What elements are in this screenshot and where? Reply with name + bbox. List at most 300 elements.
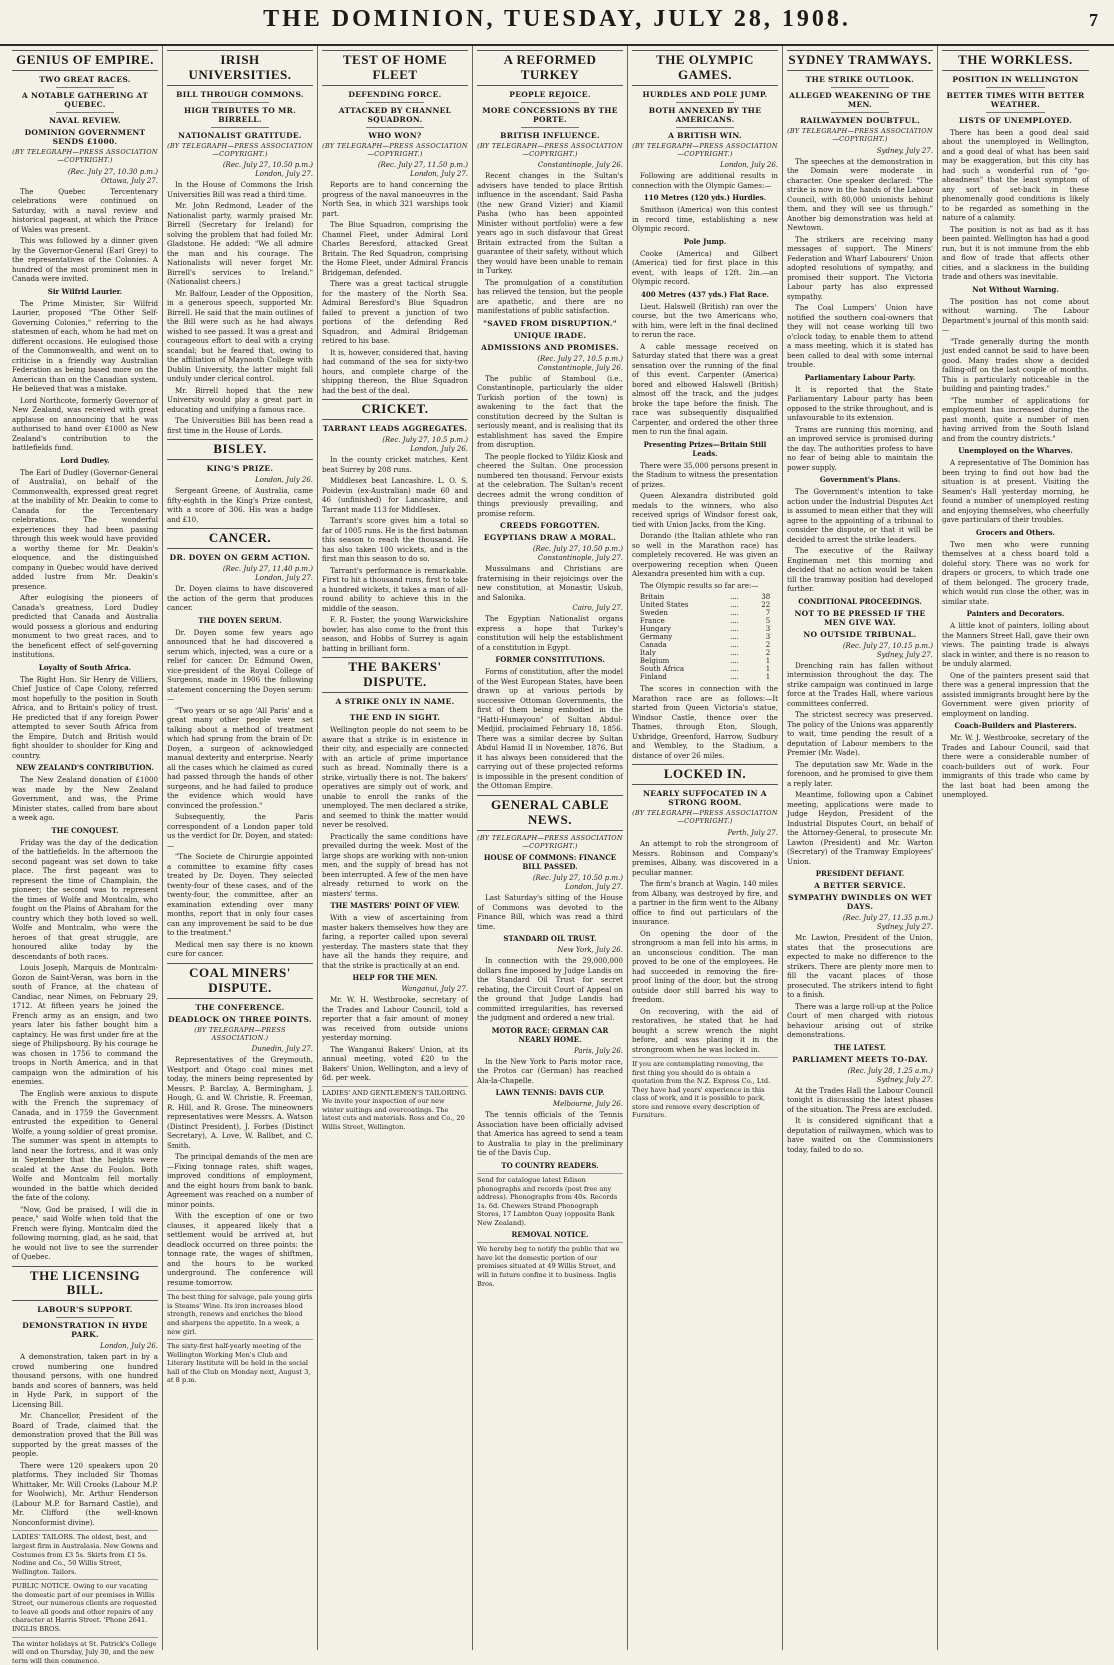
leader-dots: .... — [729, 657, 739, 666]
credit-line: (BY TELEGRAPH—PRESS ASSOCIATION.) — [194, 1025, 286, 1042]
section-caption: CONDITIONAL PROCEEDINGS. — [798, 596, 922, 606]
column-6 — [783, 46, 938, 1650]
rule — [521, 102, 579, 103]
rule — [211, 127, 269, 128]
headline: COAL MINERS' DISPUTE. — [167, 963, 313, 999]
paragraph: Lieut. Halswell (British) ran over the course, but the two Americans who, with him, were left in the final declined to rerun the race. — [632, 301, 778, 340]
headline: IRISH UNIVERSITIES. — [167, 50, 313, 86]
dateline: (Rec. July 27, 11.40 p.m.) — [222, 565, 313, 574]
section-caption: NEW ZEALAND'S CONTRIBUTION. — [16, 763, 154, 773]
nation-points: 3 — [765, 633, 771, 642]
paragraph: The Government's intention to take action under the Industrial Disputes Act is assumed to mean either that they will agree to the appointing of a tribunal to consider the dispute, or that it will be decided to arrest the strike leaders. — [787, 487, 933, 544]
subheading: ALLEGED WEAKENING OF THE MEN. — [789, 90, 931, 109]
subheading: CREEDS FORGOTTEN. — [500, 521, 600, 531]
paragraph: In connection with the 29,000,000 dollars fine imposed by Judge Landis on the Standard Oil Trust for secret rebating, the Circuit Court of Appeal on the ground that Judge Landis had committed irregularities, has reversed the judgment and ordered a new trial. — [477, 956, 623, 1023]
paragraph: The scores in connection with the Marathon race are as follows:—It started from Queen Victoria's statue, Windsor Castle, thence over the Thames, through Eton, Slough, Uxbridge, Greenford, Harrow, Sudbury and Wembley, to the Stadium, a distance of over 26 miles. — [632, 684, 778, 760]
leader-dots: .... — [729, 593, 739, 602]
section-caption: HELP FOR THE MEN. — [352, 973, 438, 983]
paragraph: One of the painters present said that there was a general impression that the assisted immigrants brought here by the Government were given priority of employment on landing. — [942, 670, 1089, 718]
paragraph: There were 120 speakers upon 20 platforms. They included Sir Thomas Whittaker, Mr. Will Crooks (Labour M.P. for Woolwich), Mr. Arthur Henderson (Labour M.P. for Barnard Castle), and Mr. Clifford (the well-known Nonconformist divine). — [12, 1460, 158, 1527]
headline: THE LICENSING BILL. — [12, 1266, 158, 1302]
paragraph: A representative of The Dominion has been trying to find out how bad the situation is at present. Visiting the Seamen's Hall yesterday morning, he found a number of unemployed resting and enjoying themselves, who cheerfully gave particulars of their troubles. — [942, 458, 1089, 525]
headline: GENIUS OF EMPIRE. — [12, 50, 158, 71]
section-caption: Loyalty of South Africa. — [38, 662, 132, 672]
subheading: DR. DOYEN ON GERM ACTION. — [169, 553, 311, 563]
section-caption: TO COUNTRY READERS. — [501, 1160, 599, 1170]
paragraph: An attempt to rob the strongroom of Messrs. Robinson and Company's premises, Albany, was discovered in a peculiar manner. — [632, 839, 778, 877]
paragraph: The position is not as bad as it has been painted. Wellington has had a good run, but it is not immune from the ebb and flow of trade that affects other cities, and a slackness in the building trade and others was inevitable. — [942, 224, 1089, 282]
subheading: TARRANT LEADS AGGREGATES. — [322, 424, 468, 434]
results-row — [638, 649, 772, 657]
paragraph: The executive of the Railway Engineman met this morning and decided that no action would be taken till the tramway position had developed further. — [787, 546, 933, 594]
paragraph: The deputation saw Mr. Wade in the forenoon, and he promised to give them a reply later. — [787, 759, 933, 788]
paragraph: There was a great tactical struggle for the mastery of the North Sea. Admiral Beresford's Blue Squadron failed to prevent a junction of two portions of the defending Red Squadron, and Admiral Bridgeman retired to his base. — [322, 279, 468, 346]
dateline: London, July 27. — [565, 883, 623, 892]
subheading: NOT TO BE PRESSED IF THE MEN GIVE WAY. — [794, 608, 926, 627]
subheading: PEOPLE REJOICE. — [509, 89, 591, 99]
column-4 — [473, 46, 628, 1650]
paragraph: The principal demands of the men are—Fixing tonnage rates, shift wages, improved conditions of employment, and the eight hours from bank to bank. Agreement was reached on a number of minor points. — [167, 1152, 313, 1209]
section-caption: THE MASTERS' POINT OF VIEW. — [330, 901, 460, 911]
subheading: HIGH TRIBUTES TO MR. BIRRELL. — [183, 105, 297, 124]
headline: CANCER. — [167, 528, 313, 549]
column-7 — [938, 46, 1093, 1650]
section-caption: 400 Metres (437 yds.) Flat Race. — [641, 289, 769, 299]
paragraph: In the New York to Paris motor race, the Protos car (German) has reached Ala-la-Chapelle. — [477, 1056, 623, 1085]
paragraph: "The Societe de Chirurgie appointed a committee to examine fifty cases treated by Dr. Doyen. They selected twenty-four of these cases, and of the twenty-four, the committee, after an examination extending over many months, report that in only four cases can any improvement be said to be due to the treatment." — [167, 852, 313, 938]
dateline: London, July 27. — [255, 170, 313, 179]
paragraph: Friday was the day of the dedication of the battlefields. In the afternoon the second pageant was set down to take place. The first pageant was to represent the time of Champlain, the pioneer; the second was to represent the times of Wolfe and Montcalm, who fought on the Plains of Abraham for the country which they both loved so well. Wolfe and Montcalm, who were the heroes of that great struggle, are honoured alike today by the descendants of both races. — [12, 837, 158, 961]
dateline: Wanganui, July 27. — [401, 985, 468, 994]
paragraph: Dr. Doyen claims to have discovered the action of the germ that produces cancer. — [167, 584, 313, 613]
rule — [366, 709, 424, 710]
headline: TEST OF HOME FLEET — [322, 50, 468, 86]
rule — [831, 112, 889, 113]
paragraph: The New Zealand donation of £1000 was made by the New Zealand Government, and was, the Prime Minister states, called from bare about a week ago. — [12, 775, 158, 823]
advertisement: The sixty-first half-yearly meeting of the Wellington Working Men's Club and Literary Institute will be held in the social hall of the Club on Monday next, August 3, at 8 p.m. — [167, 1339, 313, 1385]
rule — [521, 127, 579, 128]
nation-points: 38 — [761, 593, 771, 602]
dateline: Constantinople, July 26. — [537, 161, 623, 170]
paragraph: The Earl of Dudley (Governor-General of Australia), on behalf of the Commonwealth, expressed great regret at the inability of Mr. Deakin to come to Canada for the Tercentenary celebrations. The wonderful experiences they had been passing through this week would have provided a worthy theme for Mr. Deakin's eloquence, and the distinguished company in Quebec would have derived added lustre from Mr. Deakin's presence. — [12, 467, 158, 591]
paragraph: With the exception of one or two clauses, it appeared likely that a settlement would be arrived at, but deadlock occurred on three points: the tonnage rate, the wages of shiftmen, and the hours to be worked underground. The conference will resume tomorrow. — [167, 1211, 313, 1287]
section-caption: Painters and Decorators. — [966, 609, 1065, 619]
advertisement: We hereby beg to notify the public that we have let the domestic portion of our premises situated at 49 Willis Street, and will in future confine it to business. Inglis Bros. — [477, 1242, 623, 1288]
rule — [56, 1317, 114, 1318]
dateline: Melbourne, July 26. — [552, 1100, 623, 1109]
paragraph: The speeches at the demonstration in the Domain were moderate in character. One speaker declared: "The strike is now in the hands of the Labour Council, with 80,000 unionists behind them, and they will see us through." Another big demonstration was held at Newtown. — [787, 156, 933, 233]
credit-line: (BY TELEGRAPH—PRESS ASSOCIATION—COPYRIGHT.) — [477, 141, 623, 158]
subheading: "SAVED FROM DISRUPTION." — [483, 318, 617, 328]
section-caption: THE CONQUEST. — [51, 825, 119, 835]
results-row — [638, 657, 772, 665]
section-caption: PRESIDENT DEFIANT. — [815, 869, 905, 879]
subheading: A STRIKE ONLY IN NAME. — [335, 697, 455, 707]
paragraph: Mr. Lawton, President of the Union, states that the prosecutions are expected to make no difference to the strikers. There are plenty more men to fill the vacant places of those prosecuted. The strikers intend to fight to a finish. — [787, 933, 933, 1000]
headline: CRICKET. — [322, 399, 468, 420]
nation-points: 1 — [765, 673, 771, 682]
paragraph: Mr. John Redmond, Leader of the Nationalist party, warmly praised Mr. Birrell (Secretary for Ireland) for solving the problem that had foiled Mr. Gladstone. He added: "We all admire the man and his courage. The Nationalists will never forget Mr. Birrell's services to Ireland." (Nationalist cheers.) — [167, 201, 313, 287]
leader-dots: .... — [729, 617, 739, 626]
section-caption: Lord Dudley. — [60, 455, 110, 465]
paragraph: A cable message received on Saturday stated that there was a great sensation over the running of the final of this event. Carpenter (America) bored and elbowed Halswell (British) almost off the track, and the judges broke the tape before the finish. The race was subsequently disqualified Carpenter, and ordered the other three men to run the final again. — [632, 341, 778, 437]
subheading: MORE CONCESSIONS BY THE PORTE. — [482, 105, 618, 124]
rule — [211, 102, 269, 103]
section-caption: THE LATEST. — [834, 1042, 886, 1052]
rule — [676, 102, 734, 103]
results-row — [638, 641, 772, 649]
credit-line: (BY TELEGRAPH—PRESS ASSOCIATION—COPYRIGHT.) — [787, 126, 933, 143]
subheading: BILL THROUGH COMMONS. — [176, 89, 304, 99]
paragraph: "Trade generally during the month just ended cannot be said to have been good. Many trades show a decided falling-off on the last couple of months. This is particularly noticeable in the building and painting trades." — [942, 336, 1089, 394]
headline: THE BAKERS' DISPUTE. — [322, 657, 468, 693]
paragraph: Lord Northcote, formerly Governor of New Zealand, was received with great applause on announcing that he was authorised to hand over £1000 as New Zealand's contribution to the battlefields fund. — [12, 395, 158, 453]
paragraph: The Blue Squadron, comprising the Channel Fleet, under Admiral Lord Charles Beresford, attacked Great Britain. The Red Squadron, comprising the Home Fleet, under Admiral Francis Bridgeman, defended. — [322, 220, 468, 277]
olympic-results-table — [638, 593, 772, 681]
paragraph: The strictest secrecy was preserved. The policy of the Unions was apparently to wait, time pending the result of a deputation of Labour members to the Premier (Mr. Wade). — [787, 710, 933, 758]
advertisement: The best thing for salvage, pale young girls is Steams' Wine. Its iron increases blood strength, renews and enriches the blood and sharpens the appetite. In a week, a new girl. — [167, 1290, 313, 1336]
paragraph: Meantime, following upon a Cabinet meeting, applications were made to Judge Heydon, President of the Industrial Disputes Court, on behalf of the Attorney-General, to prosecute Mr. Lawton (President) and Mr. Warton (Secretary) of the Tramway Employees' Union. — [787, 790, 933, 866]
results-row — [638, 593, 772, 601]
section-caption: Sir Wilfrid Laurier. — [47, 286, 123, 296]
section-caption: Parliamentary Labour Party. — [804, 372, 916, 382]
advertisement: The winter holidays at St. Patrick's College will end on Thursday, July 30, and the new term will then commence. — [12, 1637, 158, 1665]
subheading: WHO WON? — [368, 130, 422, 140]
dateline: (Rec. July 28, 1.25 a.m.) — [847, 1066, 933, 1075]
subheading: RAILWAYMEN DOUBTFUL. — [800, 115, 920, 125]
section-caption: HOUSE OF COMMONS: FINANCE BILL PASSED. — [483, 853, 617, 872]
rule — [986, 87, 1045, 88]
dateline: Constantinople, July 27. — [537, 554, 623, 563]
results-row — [638, 609, 772, 617]
paragraph: Dr. Doyen some few years ago announced that he had discovered a serum which, injected, was a cure or a relief for cancer. Dr. Edmund Owen, vice-president of the Royal College of Surgeons, made in 1906 the following statement concerning the Doyen serum:— — [167, 627, 313, 704]
subheading: BOTH ANNEXED BY THE AMERICANS. — [648, 105, 762, 124]
subheading: NATIONALIST GRATITUDE. — [178, 130, 302, 140]
nation-name: France — [639, 617, 665, 626]
paragraph: The Olympic results so far are:— — [640, 580, 759, 590]
column-3 — [318, 46, 473, 1650]
subheading: LABOUR'S SUPPORT. — [37, 1305, 133, 1315]
section-caption: Unemployed on the Wharves. — [958, 446, 1073, 456]
leader-dots: .... — [729, 609, 739, 618]
paragraph: "The number of applications for employment has increased during the past month, quite a number of men having arrived from the South Island and from the country districts." — [942, 395, 1089, 443]
paragraph: Forms of constitution, after the model of the West European States, have been drawn up at various periods by successive Ottoman Governments, the first of them being embodied in the "Hatti-Humayoun" of Sultan Abdul-Medjid, proclaimed February 18, 1856. There was a similar decree by Sultan Abdul Hamid II in November, 1876. But it has always been considered that the carrying out of these projected reforms is impossible in the present condition of the Ottoman Empire. — [477, 667, 623, 791]
section-caption: Grocers and Others. — [975, 527, 1055, 537]
paragraph: The people flocked to Yildiz Kiosk and cheered the Sultan. One procession numbered ten thousand. Fervour exists at the celebration. The Sultan's recent decrees admit the wrong condition of things previously prevailing, and promise reform. — [477, 451, 623, 518]
paragraph: The Coal Lumpers' Union have notified the southern coal-owners that they will not cease working till two o'clock today, to enable them to attend a mass meeting, which it is stated has been called to deal with some internal trouble. — [787, 303, 933, 370]
dateline: Ottawa, July 27. — [100, 176, 158, 185]
subheading: THE STRIKE OUTLOOK. — [805, 74, 915, 84]
rule — [366, 102, 424, 103]
subheading: SYMPATHY DWINDLES ON WET DAYS. — [788, 893, 932, 912]
paragraph: Sergeant Greene, of Australia, came fifty-eighth in the King's Prize contest, with a score of 306. His was a badge and £10. — [167, 486, 313, 524]
subheading: LISTS OF UNEMPLOYED. — [958, 115, 1073, 125]
paragraph: Cooke (America) and Gilbert (America) tied for first place in this event, with leaps of 12ft. 2in.—an Olympic record. — [632, 248, 778, 287]
paragraph: The Quebec Tercentenary celebrations were continued on Saturday, with a naval review and historical pageant, at which the Prince of Wales was present. — [12, 186, 158, 234]
leader-dots: .... — [729, 665, 739, 674]
paragraph: It is considered significant that a deputation of railwaymen, which was to have waited on the Commissioners today, failed to do so. — [787, 1116, 933, 1154]
dateline: London, July 26. — [720, 161, 778, 170]
headline: SYDNEY TRAMWAYS. — [787, 50, 933, 71]
subheading: DOMINION GOVERNMENT SENDS £1000. — [24, 127, 146, 146]
paragraph: Following are additional results in connection with the Olympic Games:— — [632, 171, 778, 190]
paragraph: It is, however, considered that, having had command of the sea for sixty-two hours, and complete charge of the shipping thereon, the Blue Squadron had the best of the deal. — [322, 347, 468, 395]
section-caption: Coach-Builders and Plasterers. — [954, 721, 1077, 731]
nation-name: United States — [639, 601, 689, 610]
dateline: (Rec. July 27, 11.35 p.m.) — [842, 914, 933, 923]
nation-points: 1 — [765, 665, 771, 674]
dateline: London, July 27. — [410, 170, 468, 179]
paragraph: Mr. Chancellor, President of the Board of Trade, claimed that the demonstration proved that the Bill was supported by the great masses of the people. — [12, 1411, 158, 1459]
paragraph: "Two years or so ago 'All Paris' and a great many other people were set talking about a method of treatment which had sprung from the brain of Dr. Doyen, a surgeon of acknowledged manual dexterity and enterprise. Nearly all the cases which he claimed as cured had passed through the hands of other surgeons, and he had failed to produce the evidence which would have convinced the profession." — [167, 705, 313, 810]
dateline: (Rec. July 27, 11.50 p.m.) — [377, 161, 468, 170]
paragraph: Subsequently, the Paris correspondent of a London paper told us the verdict for Dr. Doyen, and stated:— — [167, 812, 313, 850]
nation-points: 7 — [765, 609, 771, 618]
headline: GENERAL CABLE NEWS. — [477, 795, 623, 831]
page-number: 7 — [1089, 10, 1098, 30]
paragraph: The Universities Bill has been read a first time in the House of Lords. — [167, 416, 313, 435]
nation-name: South Africa — [639, 665, 685, 674]
column-2 — [163, 46, 318, 1650]
subheading: DEFENDING FORCE. — [348, 89, 442, 99]
dateline: Paris, July 26. — [573, 1046, 623, 1055]
nation-name: Britain — [639, 593, 665, 602]
subheading: POSITION IN WELLINGTON — [952, 74, 1079, 84]
section-caption: LAWN TENNIS: DAVIS CUP. — [495, 1088, 605, 1098]
paragraph: In the county cricket matches, Kent beat Surrey by 208 runs. — [322, 455, 468, 474]
dateline: Sydney, July 27. — [876, 923, 933, 932]
column-1 — [8, 46, 163, 1665]
paragraph: Representatives of the Greymouth, Westport and Otago coal mines met today, the miners being represented by Messrs. P. Barclay, A. Bermingham, J. Hough, G. and W. Christie, R. Freeman, R. Hill, and R. Grose. The mineowners representatives were Messrs. A. Watson (Distinct President), J. Forbes (Distinct Secretary), A. Love, W. Ballbet, and C. Smith. — [167, 1055, 313, 1150]
dateline: Constantinople, July 26. — [537, 363, 623, 372]
leader-dots: .... — [729, 641, 739, 650]
section-caption: THE DOYEN SERUM. — [198, 615, 282, 625]
paragraph: The public of Stamboul (i.e., Constantinople, particularly the older Turkish portion of the town) is awakening to the fact that the constitution decreed by the Sultan is seriously meant, and is realising that its establishment has saved the Empire from disruption. — [477, 373, 623, 450]
rule — [831, 87, 889, 88]
nation-points: 2 — [765, 649, 771, 658]
nation-points: 1 — [765, 657, 771, 666]
rule — [676, 127, 734, 128]
paragraph: There were 35,000 persons present in the Stadium to witness the presentation of prizes. — [632, 460, 778, 489]
paragraph: Drenching rain has fallen without intermission throughout the day. The strike campaign was continued in large force at the Trades Hall, where various committees conferred. — [787, 660, 933, 708]
dateline: Sydney, July 27. — [876, 650, 933, 659]
rule — [56, 112, 114, 113]
paragraph: The position has not come about without warning. The Labour Department's journal of this month said:— — [942, 296, 1089, 335]
subheading: THE END IN SIGHT. — [349, 713, 441, 723]
paragraph: Louis Joseph, Marquis de Montcalm-Gozon de Saint-Veran, was born in the south of France, at the chateau of Candiac, near Nimes, on February 29, 1712. At fifteen years he joined the French army as an ensign, and two years later his father bought him a captaincy. He was first under fire at the siege of Philipsbourg. By his courage he was chosen in 1756 to command the troops in North America, and in that campaign won the admiration of his enemies. — [12, 963, 158, 1087]
subheading: DEMONSTRATION IN HYDE PARK. — [22, 1321, 148, 1340]
leader-dots: .... — [729, 625, 739, 634]
advertisement: LADIES' TAILORS. The oldest, best, and largest firm in Australasia. New Gowns and Costumes from £3 5s. Skirts from £1 5s. Nodine and Co., 50 Willis Street, Wellington. Tailors. — [12, 1530, 158, 1576]
nation-name: Hungary — [639, 625, 671, 634]
paragraph: Practically the same conditions have prevailed during the week. Most of the large shops are working with non-union men, and the supply of bread has not been interrupted. A few of the men have already returned to work on the masters' terms. — [322, 831, 468, 898]
advertisement: Send for catalogue latest Edison phonographs and records (post free any address). Phonographs from 40s. Records 1s. 6d. Chewers Strand Phonograph Stores, 17 Lambton Quay (opposite Bank New Zealand). — [477, 1173, 623, 1227]
credit-line: (BY TELEGRAPH—PRESS ASSOCIATION—COPYRIGHT.) — [12, 147, 158, 164]
subheading: DEADLOCK ON THREE POINTS. — [168, 1014, 312, 1024]
rule — [366, 127, 424, 128]
subheading: NAVAL REVIEW. — [49, 115, 121, 125]
section-caption: MOTOR RACE: GERMAN CAR NEARLY HOME. — [491, 1025, 609, 1044]
paragraph: Recent changes in the Sultan's advisers have tended to place British influence in the ascendant. Said Pasha (the new Grand Vizier) and Kiamil Pasha (who has been appointed Minister without portfolio) were a few years ago in such disfavour that Great Britain extracted from the Sultan a guarantee of their safety, without which they would have been unable to remain in Turkey. — [477, 171, 623, 276]
paragraph: A demonstration, taken part in by a crowd numbering one hundred thousand persons, with one hundred bands and scores of banners, was held in Hyde Park, in support of the Licensing Bill. — [12, 1352, 158, 1409]
paragraph: Two men who were running themselves at a chess board told a doleful story. There was no work for drapers or grocers, to which trade one of them belonged. The grocery trade, which would run close the other, was in similar state. — [942, 539, 1089, 606]
subheading: A BRITISH WIN. — [668, 130, 742, 140]
paragraph: On opening the door of the strongroom a man fell into his arms, in an unconscious condition. The man proved to be one of the employees. He had succeeded in removing the fire-proof lining of the door, but the strong outside door still barred his way to freedom. — [632, 928, 778, 1004]
nation-points: 5 — [765, 617, 771, 626]
section-caption: 110 Metres (120 yds.) Hurdles. — [643, 193, 767, 203]
paragraph: Dorando (the Italian athlete who ran so well in the Marathon race) has completely recovered. He was given an overpowering reception when Queen Alexandra presented him with a cup. — [632, 531, 778, 579]
paragraph: The English were anxious to dispute with the French the supremacy of Canada, and in 1759 the Government entrusted the expedition to General Wolfe, a young soldier of great promise. The summer was spent in attempts to land near the fortress, and it was only in September that the heights were scaled at the Anse du Foulon. Both Wolfe and Montcalm fell mortally wounded in the battle which decided the fate of the colony. — [12, 1088, 158, 1203]
paragraph: Trams are running this morning, and an improved service is promised during the day. The authorities profess to have no fear of being able to maintain the power supply. — [787, 424, 933, 472]
subheading: KING'S PRIZE. — [206, 464, 274, 474]
subheading: PARLIAMENT MEETS TO-DAY. — [792, 1054, 928, 1064]
leader-dots: .... — [729, 633, 739, 642]
dateline: New York, July 26. — [557, 946, 623, 955]
dateline: Sydney, July 27. — [876, 1075, 933, 1084]
nation-name: Finland — [639, 673, 667, 682]
dateline: (Rec. July 27, 10.50 p.m.) — [532, 874, 623, 883]
results-row — [638, 673, 772, 681]
credit-line: (BY TELEGRAPH—PRESS ASSOCIATION—COPYRIGHT.) — [632, 809, 778, 826]
paragraph: The Prime Minister, Sir Wilfrid Laurier, proposed "The Other Self-Governing Colonies," referring to the statesmen of each, whom he had met on different occasions. He eulogised those of the Commonwealth, and went on to criticise in a friendly way Australian Federation as being based more on the American than on the Canadian system. He believed that was a mistake. — [12, 298, 158, 394]
paragraph: Mr. W. J. Westbrooke, secretary of the Trades and Labour Council, said that there were a considerable number of coach-builders out of work. Four immigrants of this trade who came by the last boat had been among the unemployed. — [942, 733, 1089, 800]
paragraph: The Egyptian Nationalist organs express a hope that Turkey's constitution will help the establishment of a constitution in Egypt. — [477, 614, 623, 652]
dateline: Dunedin, July 27. — [251, 1045, 313, 1054]
nation-name: Germany — [639, 633, 673, 642]
dateline: London, July 26. — [255, 476, 313, 485]
dateline: London, July 27. — [255, 574, 313, 583]
dateline: (Rec. July 27, 10.50 p.m.) — [222, 161, 313, 170]
dateline: Sydney, July 27. — [876, 146, 933, 155]
section-caption: STANDARD OIL TRUST. — [503, 934, 597, 944]
nation-points: 22 — [761, 601, 771, 610]
headline: THE OLYMPIC GAMES. — [632, 50, 778, 86]
nation-name: Sweden — [639, 609, 668, 618]
subheading: BETTER TIMES WITH BETTER WEATHER. — [946, 90, 1085, 109]
paragraph: With a view of ascertaining from master bakers themselves how they are faring, a reporter called upon several yesterday. The masters state that they have all the hands they require, and that the strike is practically at an end. — [322, 913, 468, 970]
paragraph: The tennis officials of the Tennis Association have been officially advised that America has agreed to send a team to Australia to play in the preliminary tie of the Davis Cup. — [477, 1110, 623, 1158]
headline: BISLEY. — [167, 439, 313, 460]
subheading: EGYPTIANS DRAW A MORAL. — [483, 533, 617, 543]
headline: LOCKED IN. — [632, 764, 778, 785]
paragraph: Mr. Balfour, Leader of the Opposition, in a generous speech, supported Mr. Birrell. He said that the main outlines of the Bill were such as he had always wished to see passed. It was a great and courageous effort to deal with a crying scandal; but he feared that, owing to the affiliation of Maynooth College with Dublin University, the latter might fall unduly under clerical control. — [167, 288, 313, 384]
paragraph: Tarrant's performance is remarkable. First to hit a thousand runs, first to take a hundred wickets, it takes a man of all-round ability to achieve this in the middle of the season. — [322, 565, 468, 613]
paragraph: Mr. W. H. Westbrooke, secretary of the Trades and Labour Council, told a reporter that a fair amount of money was received from outside unions yesterday morning. — [322, 995, 468, 1043]
dateline: Cairo, July 27. — [572, 604, 623, 613]
paragraph: Middlesex beat Lancashire. L. O. S. Poidevin (ex-Australian) made 60 and 46 (unfinished) for Lancashire, and Tarrant made 113 for Middlesex. — [322, 476, 468, 514]
section-caption: Presenting Prizes—Britain Still Leads. — [643, 439, 767, 458]
results-row — [638, 625, 772, 633]
credit-line: (BY TELEGRAPH—PRESS ASSOCIATION—COPYRIGHT.) — [632, 141, 778, 158]
paragraph: The firm's branch at Wagin, 140 miles from Albany, was destroyed by fire, and a partner in the firm went to the Albany office to find out particulars of the insurance. — [632, 879, 778, 926]
headline: A REFORMED TURKEY — [477, 50, 623, 86]
paragraph: Wellington people do not seem to be aware that a strike is in existence in their city, and especially are connected with an article of prime importance such as bread. Nominally there is a strike, virtually there is not. The bakers' operatives are simply out of work, and unable to enroll the ranks of the unemployed. The men declared a strike, and seemed to think the matter would never be resolved. — [322, 725, 468, 830]
subheading: ATTACKED BY CHANNEL SQUADRON. — [338, 105, 452, 124]
subheading: NO OUTSIDE TRIBUNAL. — [803, 629, 917, 639]
subheading: UNIQUE IRADE. — [513, 330, 587, 340]
paragraph: Reports are to hand concerning the progress of the naval manoeuvres in the North Sea, in which 321 warships took part. — [322, 180, 468, 218]
paragraph: "Now, God be praised, I will die in peace," said Wolfe when told that the French were flying. Montcalm died the following morning, glad, as he said, that he would not live to see the surrender of Quebec. — [12, 1204, 158, 1262]
paragraph: Smithson (America) won this contest in record time, establishing a new Olympic record. — [632, 205, 778, 234]
paragraph: The strikers are receiving many messages of support. The Miners' Federation and Wharf Labourers' Union adopted resolutions of sympathy, and promised their support. The Victoria Labour party has also expressed sympathy. — [787, 234, 933, 301]
dateline: London, July 26. — [410, 445, 468, 454]
credit-line: (BY TELEGRAPH—PRESS ASSOCIATION—COPYRIGHT.) — [322, 141, 468, 158]
section-caption: Government's Plans. — [819, 475, 901, 485]
paragraph: A little knot of painters, lolling about the Manners Street Hall, gave their own views. The painting trade is always slack in winter, and there is no reason to be unduly alarmed. — [942, 621, 1089, 669]
section-caption: REMOVAL NOTICE. — [511, 1230, 589, 1240]
paragraph: Queen Alexandra distributed gold medals to the winners, who also received sprigs of Windsor forest oak, tied with Union Jacks, from the King. — [632, 491, 778, 529]
subheading: ADMISSIONS AND PROMISES. — [481, 342, 619, 352]
leader-dots: .... — [729, 673, 739, 682]
section-caption: FORMER CONSTITUTIONS. — [495, 655, 605, 665]
results-row — [638, 665, 772, 673]
newspaper-title: THE DOMINION, TUESDAY, JULY 28, 1908. — [263, 6, 851, 32]
advertisement: LADIES' AND GENTLEMEN'S TAILORING. We invite your inspection of our new winter suitings and overcoatings. The latest cuts and materials. Ross and Co., 20 Willis Street, Wellington. — [322, 1086, 468, 1132]
nation-name: Belgium — [639, 657, 670, 666]
paragraph: After eulogising the pioneers of Canada's greatness, Lord Dudley predicted that Canada and Australia would possess a glorious and enduring monument to two great races, and to the beneficent effect of self-governing institutions. — [12, 593, 158, 660]
paragraph: At the Trades Hall the Labour Council tonight is discussing the latest phases of the situation. The Press are excluded. — [787, 1085, 933, 1114]
subheading: A NOTABLE GATHERING AT QUEBEC. — [21, 90, 149, 109]
paragraph: On recovering, with the aid of restoratives, he stated that he had bought a screw wrench the night before, and was placing it in the strongroom when he was locked in. — [632, 1006, 778, 1054]
paragraph: There was a large roll-up at the Police Court of men charged with riotous behaviour arising out of strike demonstrations. — [787, 1001, 933, 1040]
subheading: NEARLY SUFFOCATED IN A STRONG ROOM. — [643, 789, 767, 808]
leader-dots: .... — [729, 649, 739, 658]
paragraph: This was followed by a dinner given by the Governor-General (Earl Grey) to the representatives of the Colonies. A hundred of the most prominent men in Canada were invited. — [12, 236, 158, 284]
paragraph: The Right Hon. Sir Henry de Villiers, Chief Justice of Cape Colony, referred most hopefully to the position in South Africa, and to Britain's policy of trust. He predicted that if any foreign Power attempted to sever South Africa from the Empire, Dutch and British would fight shoulder to shoulder for King and country. — [12, 674, 158, 760]
columns — [8, 46, 1106, 1665]
paragraph: It is reported that the State Parliamentary Labour party has been opposed to the strike throughout, and is unfavourable to its extension. — [787, 384, 933, 423]
paragraph: Medical men say there is no known cure for cancer. — [167, 939, 313, 959]
paragraph: There has been a good deal said about the unemployed in Wellington, and a good deal of what has been said may be exaggeration, but this city has had such a wonderful run of "go-aheadness" that the least symptom of any sort of set-back in these phenomenally good conditions is likely to be regarded as something in the nature of a calamity. — [942, 127, 1089, 223]
dateline: Perth, July 27. — [727, 829, 778, 837]
section-caption: Not Without Warning. — [972, 284, 1059, 294]
credit-line: (BY TELEGRAPH—PRESS ASSOCIATION—COPYRIGHT.) — [167, 141, 313, 158]
dateline: (Rec. July 27, 10.30 p.m.) — [67, 167, 158, 176]
column-5 — [628, 46, 783, 1650]
headline: THE WORKLESS. — [942, 50, 1089, 71]
paragraph: Mr. Birrell hoped that the new University would play a great part in educating and unifying a famous race. — [167, 385, 313, 414]
subheading: HURDLES AND POLE JUMP. — [642, 89, 768, 99]
advertisement: If you are contemplating removing, the first thing you should do is obtain a quotation from the N.Z. Express Co., Ltd. They have had years' experience in this class of work, and it is possible to pack, store and remove every description of Furniture. — [632, 1057, 778, 1120]
dateline: (Rec. July 27, 10.50 p.m.) — [532, 545, 623, 554]
nation-points: 2 — [765, 641, 771, 650]
rule — [986, 112, 1045, 113]
dateline: (Rec. July 27, 10.5 p.m.) — [382, 436, 468, 445]
results-row — [638, 601, 772, 609]
rule — [56, 87, 114, 88]
subheading: THE CONFERENCE. — [195, 1002, 285, 1012]
paragraph: The promulgation of a constitution has relieved the tension, but the people are apathetic, and there are no manifestations of public satisfaction. — [477, 277, 623, 316]
paragraph: F. R. Foster, the young Warwickshire bowler, has also come to the front this season, and Hobbs of Surrey is again batting in brilliant form. — [322, 615, 468, 653]
section-caption: Pole Jump. — [683, 236, 727, 246]
paragraph: The Wanganui Bakers' Union, at its annual meeting, voted £20 to the Bakers' Union, Wellington, and a levy of 6d. per week. — [322, 1044, 468, 1083]
subheading: A BETTER SERVICE. — [814, 881, 906, 891]
paragraph: Tarrant's score gives him a total so far of 1005 runs. He is the first batsman this season to reach the thousand. He has also taken 100 wickets, and is the first man this season to do so. — [322, 516, 468, 564]
paragraph: In the House of Commons the Irish Universities Bill was read a third time. — [167, 180, 313, 199]
credit-line: (BY TELEGRAPH—PRESS ASSOCIATION—COPYRIGHT.) — [477, 833, 623, 850]
advertisement: PUBLIC NOTICE. Owing to our vacating the domestic part of our premises in Willis Street, our numerous clients are requested to leave all goods and other repairs of any character at Harris Street. 'Phone 2641. INGLIS BROS. — [12, 1579, 158, 1633]
dateline: (Rec. July 27, 10.15 p.m.) — [842, 641, 933, 650]
nation-name: Italy — [639, 649, 656, 658]
dateline: (Rec. July 27, 10.5 p.m.) — [537, 354, 623, 363]
subheading: TWO GREAT RACES. — [39, 74, 131, 84]
masthead — [0, 0, 1114, 46]
paragraph: Mussulmans and Christians are fraternising in their rejoicings over the new constitution, at Monastir, Uskub, and Salonika. — [477, 564, 623, 602]
subheading: BRITISH INFLUENCE. — [500, 130, 600, 140]
paragraph: Last Saturday's sitting of the House of Commons was devoted to the Finance Bill, which was read a third time. — [477, 893, 623, 931]
dateline: London, July 26. — [100, 1342, 158, 1351]
results-row — [638, 617, 772, 625]
